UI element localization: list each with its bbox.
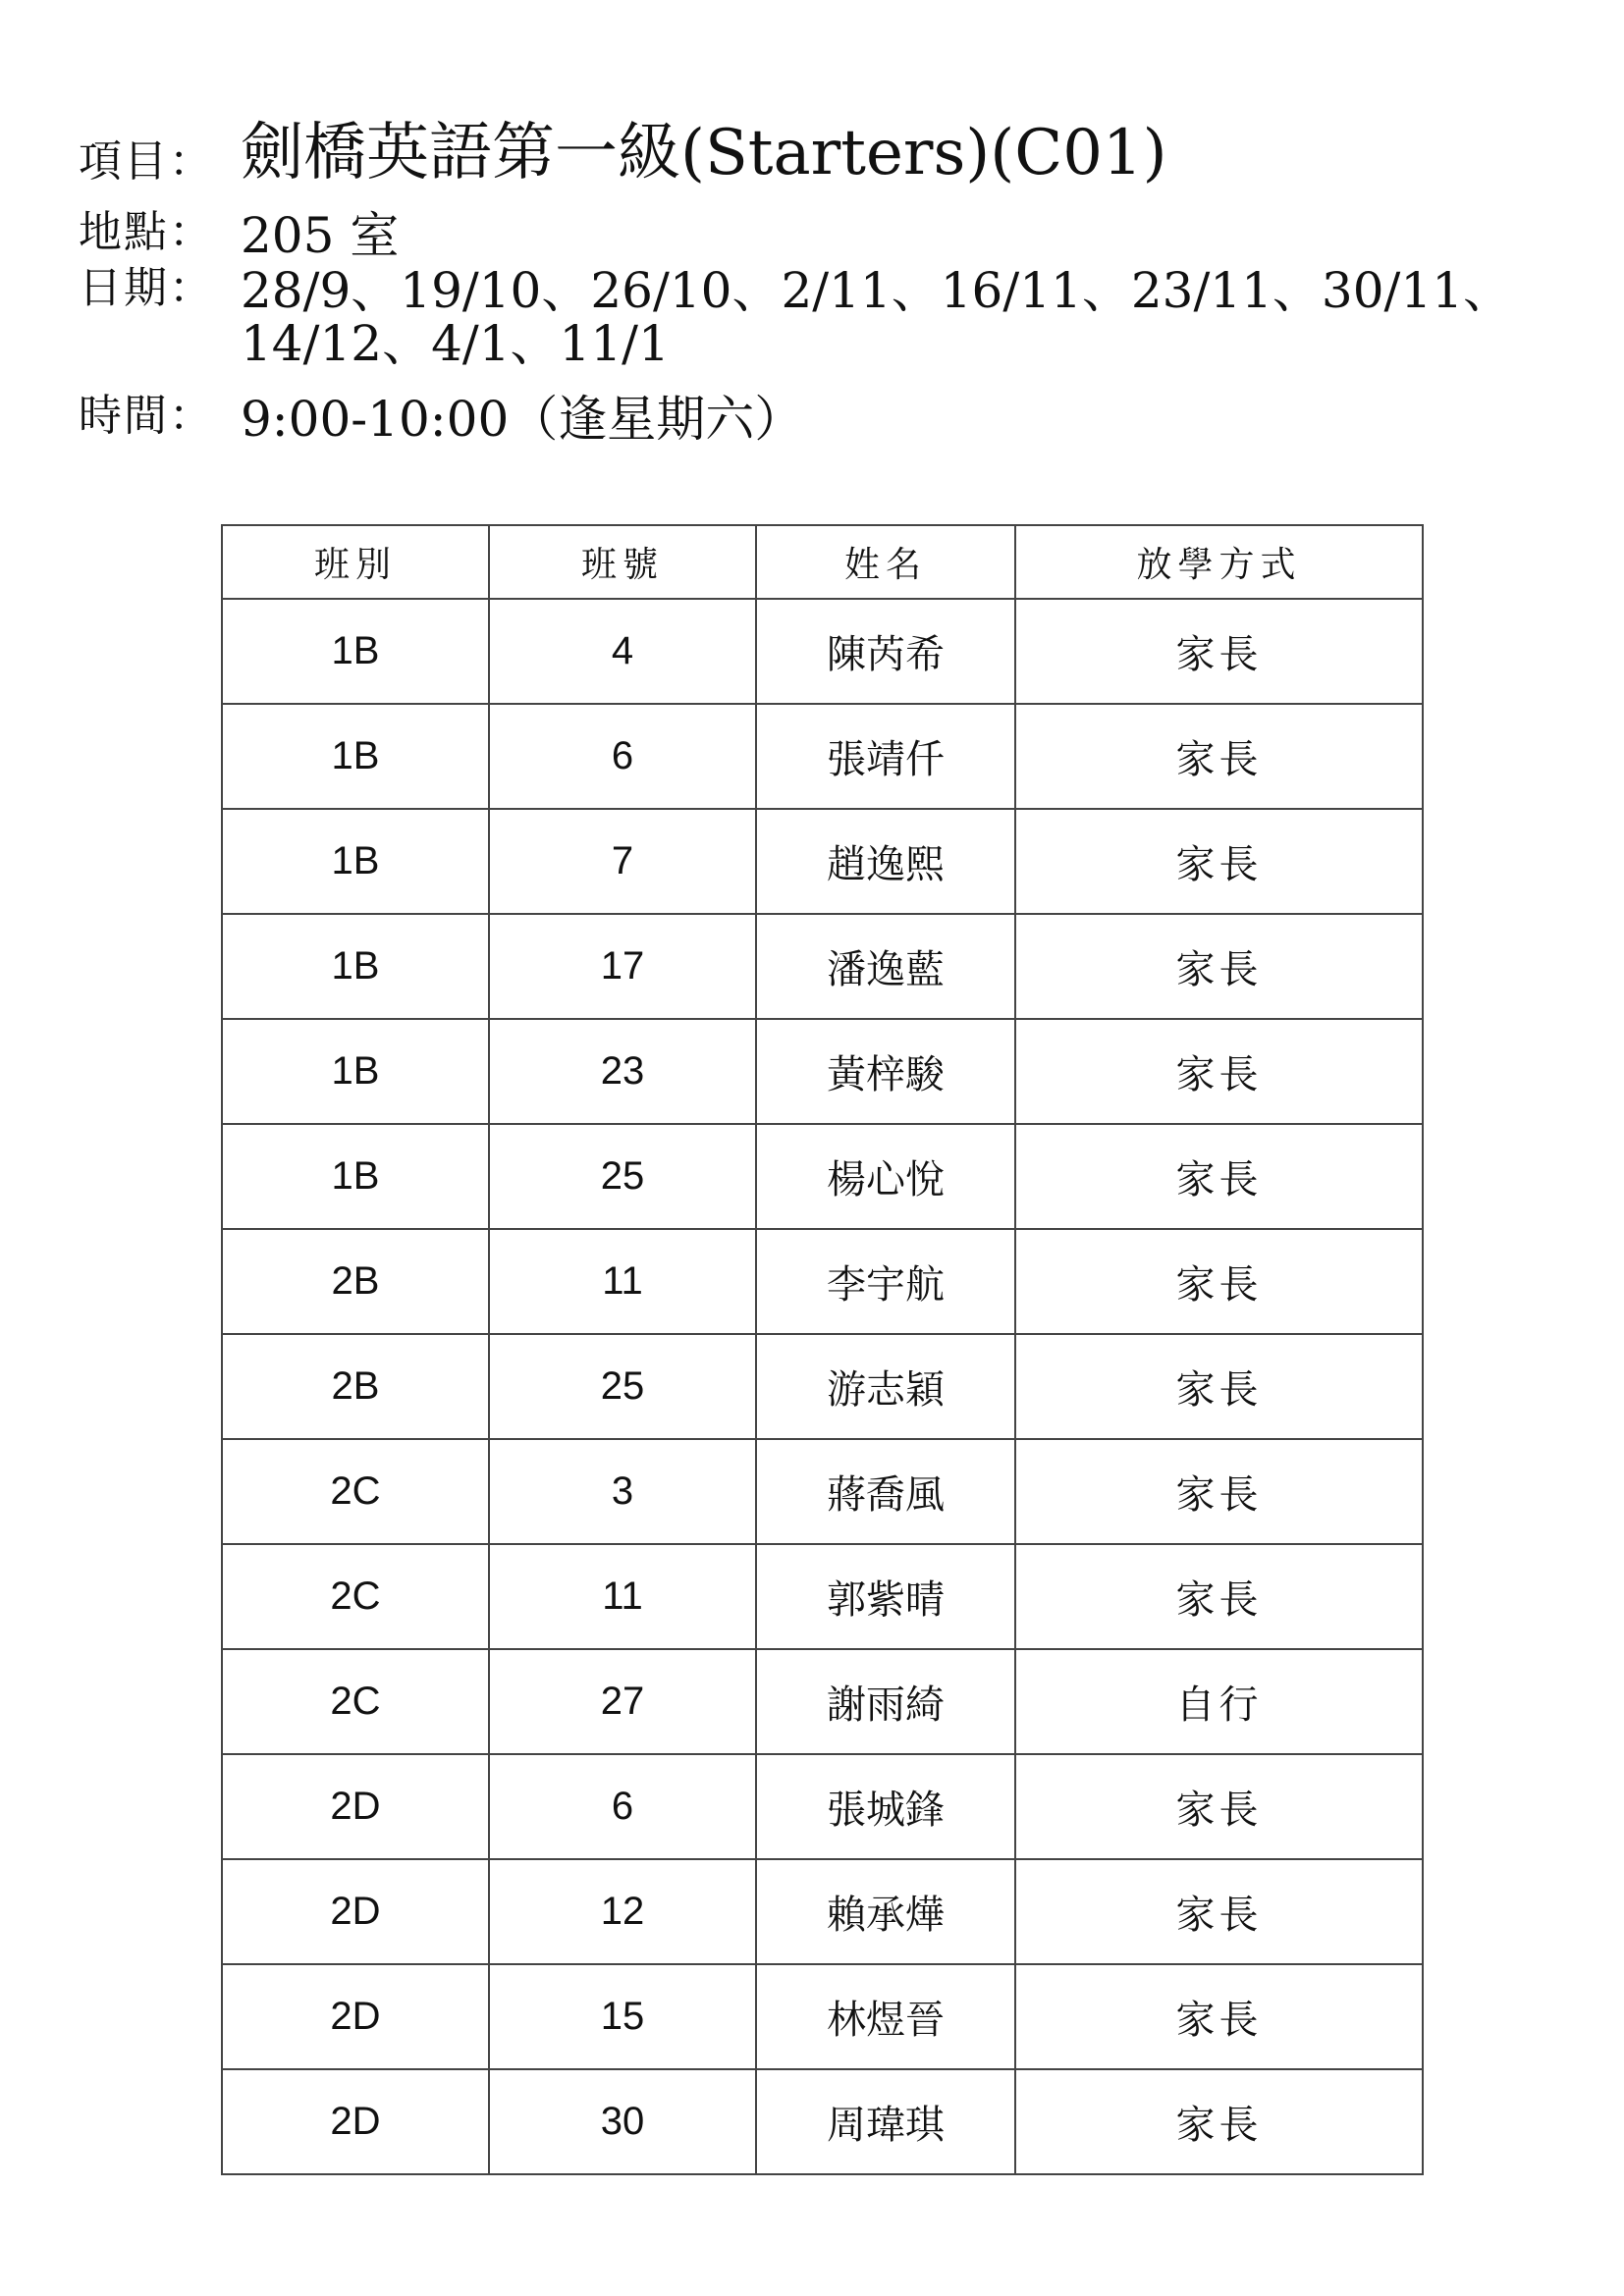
class-cell: 2C <box>222 1544 489 1649</box>
number-cell: 6 <box>489 1754 756 1859</box>
time-value: 9:00-10:00（逢星期六） <box>241 391 804 449</box>
number-cell: 23 <box>489 1019 756 1124</box>
table-row <box>222 914 1423 1019</box>
method-cell: 家長 <box>1015 1544 1423 1649</box>
table-row <box>222 599 1423 704</box>
table-row <box>222 809 1423 914</box>
name-cell: 潘逸藍 <box>756 914 1015 1019</box>
name-cell: 游志穎 <box>756 1334 1015 1439</box>
number-cell: 11 <box>489 1544 756 1649</box>
dates-value <box>241 262 1571 373</box>
column-header-dismissal-method: 放學方式 <box>1015 525 1423 599</box>
document-header <box>79 118 1571 449</box>
number-cell: 25 <box>489 1334 756 1439</box>
location-value: 205 室 <box>241 206 400 264</box>
method-cell: 家長 <box>1015 1754 1423 1859</box>
location-row <box>79 208 1571 265</box>
number-cell: 12 <box>489 1859 756 1964</box>
table-row <box>222 1124 1423 1229</box>
method-cell: 家長 <box>1015 1124 1423 1229</box>
number-cell: 27 <box>489 1649 756 1754</box>
name-cell: 蔣喬風 <box>756 1439 1015 1544</box>
number-cell: 25 <box>489 1124 756 1229</box>
number-cell: 6 <box>489 704 756 809</box>
method-cell: 家長 <box>1015 704 1423 809</box>
class-cell: 2D <box>222 1754 489 1859</box>
class-cell: 2B <box>222 1334 489 1439</box>
table-row <box>222 1229 1423 1334</box>
method-cell: 家長 <box>1015 1964 1423 2069</box>
student-roster-table <box>221 524 1424 2175</box>
class-cell: 2B <box>222 1229 489 1334</box>
number-cell: 17 <box>489 914 756 1019</box>
number-cell: 4 <box>489 599 756 704</box>
method-cell: 家長 <box>1015 1859 1423 1964</box>
dates-label: 日期： <box>79 263 214 314</box>
class-cell: 2D <box>222 1964 489 2069</box>
method-cell: 家長 <box>1015 2069 1423 2174</box>
method-cell: 家長 <box>1015 914 1423 1019</box>
class-cell: 1B <box>222 599 489 704</box>
location-label: 地點： <box>79 206 214 257</box>
table-row <box>222 1334 1423 1439</box>
class-cell: 1B <box>222 1019 489 1124</box>
table-header-row <box>222 525 1423 599</box>
name-cell: 林煜晉 <box>756 1964 1015 2069</box>
project-value: 劍橋英語第一級(Starters)(C01) <box>241 117 1167 189</box>
table-row <box>222 1754 1423 1859</box>
dates-line: 28/9、19/10、26/10、2/11、16/11、23/11、30/11、 <box>241 262 1513 320</box>
column-header-number: 班號 <box>489 525 756 599</box>
name-cell: 黃梓駿 <box>756 1019 1015 1124</box>
method-cell: 家長 <box>1015 1334 1423 1439</box>
method-cell: 家長 <box>1015 809 1423 914</box>
table-row <box>222 1019 1423 1124</box>
table-row <box>222 704 1423 809</box>
project-row <box>79 118 1571 190</box>
dates-line: 14/12、4/1、11/1 <box>241 315 670 373</box>
number-cell: 11 <box>489 1229 756 1334</box>
table-row <box>222 1859 1423 1964</box>
name-cell: 郭紫晴 <box>756 1544 1015 1649</box>
table-row <box>222 1544 1423 1649</box>
name-cell: 李宇航 <box>756 1229 1015 1334</box>
table-row <box>222 1439 1423 1544</box>
table-row <box>222 1649 1423 1754</box>
class-cell: 1B <box>222 704 489 809</box>
class-cell: 1B <box>222 1124 489 1229</box>
class-cell: 2D <box>222 2069 489 2174</box>
method-cell: 家長 <box>1015 599 1423 704</box>
dates-row <box>79 262 1571 373</box>
number-cell: 3 <box>489 1439 756 1544</box>
number-cell: 15 <box>489 1964 756 2069</box>
table-row <box>222 2069 1423 2174</box>
class-cell: 2D <box>222 1859 489 1964</box>
time-label: 時間： <box>79 391 214 442</box>
method-cell: 家長 <box>1015 1229 1423 1334</box>
table-row <box>222 1964 1423 2069</box>
name-cell: 張城鋒 <box>756 1754 1015 1859</box>
time-row <box>79 392 1571 449</box>
method-cell: 家長 <box>1015 1019 1423 1124</box>
class-cell: 1B <box>222 914 489 1019</box>
column-header-name: 姓名 <box>756 525 1015 599</box>
name-cell: 周瑋琪 <box>756 2069 1015 2174</box>
project-label: 項目： <box>79 136 214 187</box>
name-cell: 賴承燁 <box>756 1859 1015 1964</box>
name-cell: 謝雨綺 <box>756 1649 1015 1754</box>
number-cell: 7 <box>489 809 756 914</box>
column-header-class: 班別 <box>222 525 489 599</box>
class-cell: 1B <box>222 809 489 914</box>
method-cell: 自行 <box>1015 1649 1423 1754</box>
class-cell: 2C <box>222 1439 489 1544</box>
name-cell: 陳芮希 <box>756 599 1015 704</box>
class-cell: 2C <box>222 1649 489 1754</box>
number-cell: 30 <box>489 2069 756 2174</box>
name-cell: 張靖仟 <box>756 704 1015 809</box>
method-cell: 家長 <box>1015 1439 1423 1544</box>
name-cell: 趙逸熙 <box>756 809 1015 914</box>
name-cell: 楊心悅 <box>756 1124 1015 1229</box>
